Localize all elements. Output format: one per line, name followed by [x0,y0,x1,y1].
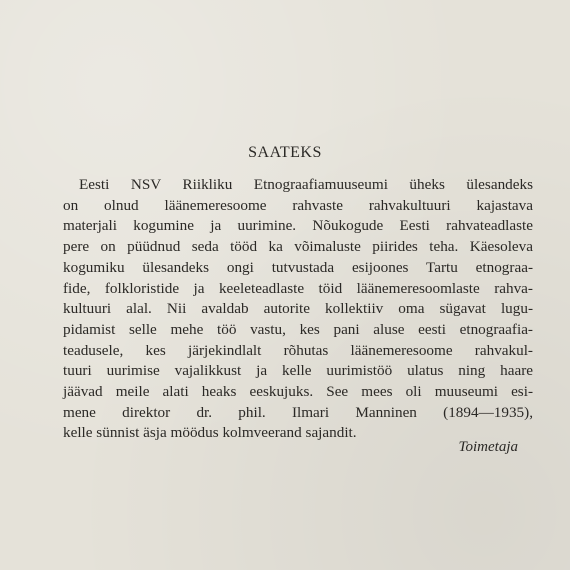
editor-signature: Toimetaja [458,439,518,455]
text-line: pere on püüdnud seda tööd ka võimaluste piirides teha. Käesoleva [63,238,533,256]
page-title: SAATEKS [248,144,322,161]
text-line: on olnud läänemeresoome rahvaste rahvakultuuri kajastava [63,196,533,214]
text-line: kelle sünnist äsja möödus kolmveerand sajandit. [63,424,357,442]
text-line: pidamist selle mehe töö vastu, kes pani aluse eesti etnograafia- [63,320,533,338]
preface-body [63,175,533,444]
text-line: fide, folkloristide ja keeleteadlaste töid läänemeresoomlaste rahva- [63,279,533,297]
text-line: tuuri uurimise vajalikkust ja kelle uurimistöö ulatus ning haare [63,362,533,380]
text-line: kogumiku ülesandeks ongi tutvustada esijoones Tartu etnograa- [63,258,533,276]
text-line: materjali kogumine ja uurimine. Nõukogude Eesti rahvateadlaste [63,217,533,235]
text-line: mene direktor dr. phil. Ilmari Manninen (1894—1935), [63,403,533,421]
text-line: teadusele, kes järjekindlalt rõhutas läänemeresoome rahvakul- [63,341,533,359]
text-line: Eesti NSV Riikliku Etnograafiamuuseumi üheks ülesandeks [79,176,533,193]
text-line: kultuuri alal. Nii avaldab autorite kollektiiv oma sügavat lugu- [63,300,533,318]
text-line: jäävad meile alati heaks eeskujuks. See mees oli muuseumi esi- [63,383,533,401]
